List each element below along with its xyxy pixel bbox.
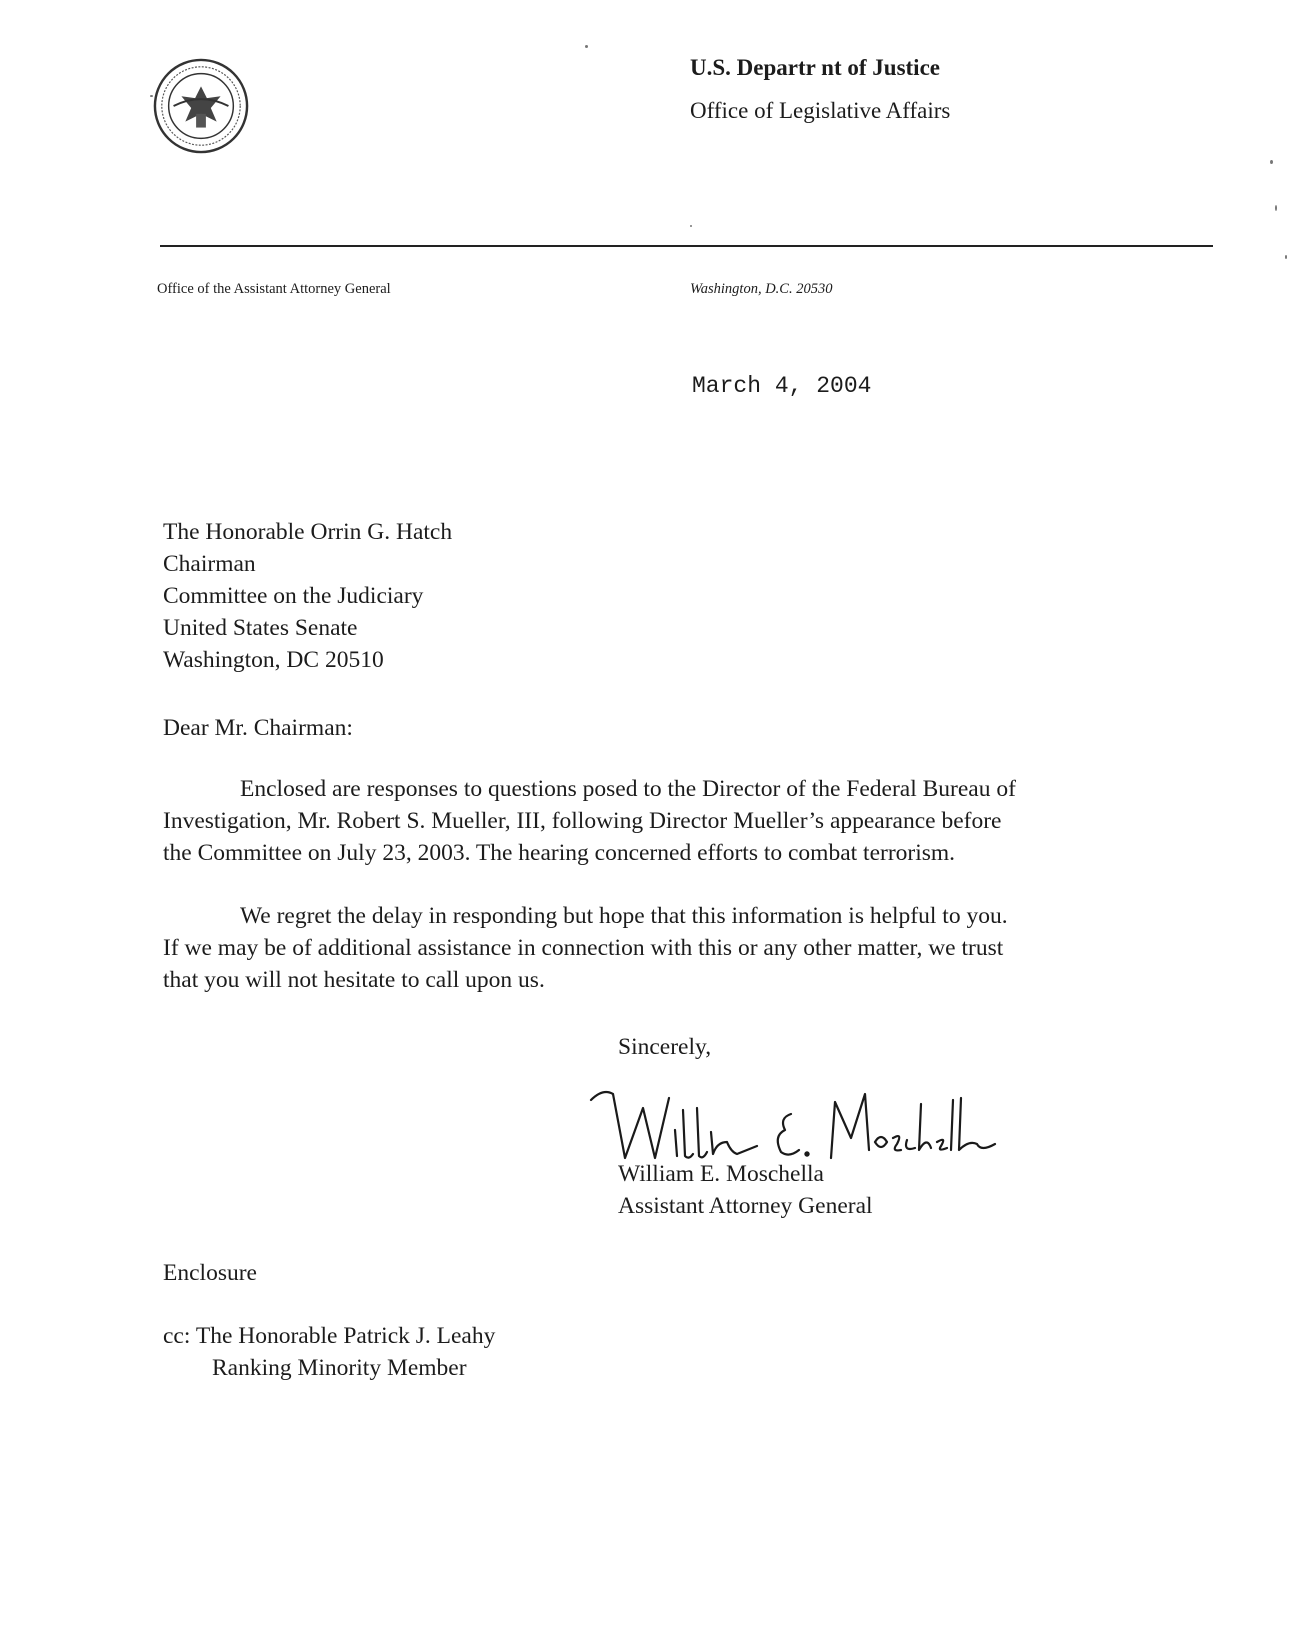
department-name: U.S. Departr nt of Justice [690, 55, 940, 80]
body-paragraph-2 [163, 900, 1163, 996]
scan-speck [1275, 205, 1277, 211]
scan-speck [585, 45, 588, 48]
recipient-address [163, 516, 452, 676]
cc-label: cc: [163, 1323, 191, 1349]
scan-speck [1285, 255, 1287, 259]
handwritten-signature [585, 1080, 1005, 1170]
recipient-line: Washington, DC 20510 [163, 647, 384, 673]
scan-speck [1270, 160, 1273, 164]
recipient-line: The Honorable Orrin G. Hatch [163, 519, 453, 545]
signer-name: William E. Moschella [618, 1161, 824, 1187]
cc-block [163, 1320, 495, 1384]
cc-title: Ranking Minority Member [212, 1355, 467, 1381]
signer-title: Assistant Attorney General [618, 1193, 873, 1219]
recipient-line: United States Senate [163, 615, 358, 641]
cc-name: The Honorable Patrick J. Leahy [195, 1323, 496, 1349]
enclosure-note: Enclosure [163, 1260, 257, 1286]
paragraph-line: Investigation, Mr. Robert S. Mueller, III, following Director Mueller’s appearance before [163, 808, 1002, 834]
header-divider [160, 245, 1213, 247]
from-location: Washington, D.C. 20530 [690, 281, 833, 297]
department-office: Office of Legislative Affairs [690, 98, 951, 123]
from-office: Office of the Assistant Attorney General [157, 281, 391, 297]
recipient-line: Chairman [163, 551, 256, 577]
closing: Sincerely, [618, 1034, 712, 1060]
doj-seal-icon [152, 57, 250, 155]
paragraph-line: the Committee on July 23, 2003. The hearing concerned efforts to combat terrorism. [163, 840, 956, 866]
scan-speck [690, 225, 692, 227]
body-paragraph-1 [163, 773, 1163, 869]
paragraph-line: We regret the delay in responding but hope that this information is helpful to you. [240, 903, 1008, 929]
paragraph-line: Enclosed are responses to questions posed to the Director of the Federal Bureau of [240, 776, 1016, 802]
salutation: Dear Mr. Chairman: [163, 715, 353, 741]
recipient-line: Committee on the Judiciary [163, 583, 424, 609]
letter-date: March 4, 2004 [692, 373, 872, 399]
paragraph-line: If we may be of additional assistance in connection with this or any other matter, we trust [163, 935, 1004, 961]
signer-block [618, 1158, 873, 1222]
scan-speck [150, 95, 153, 97]
paragraph-line: that you will not hesitate to call upon us. [163, 967, 545, 993]
